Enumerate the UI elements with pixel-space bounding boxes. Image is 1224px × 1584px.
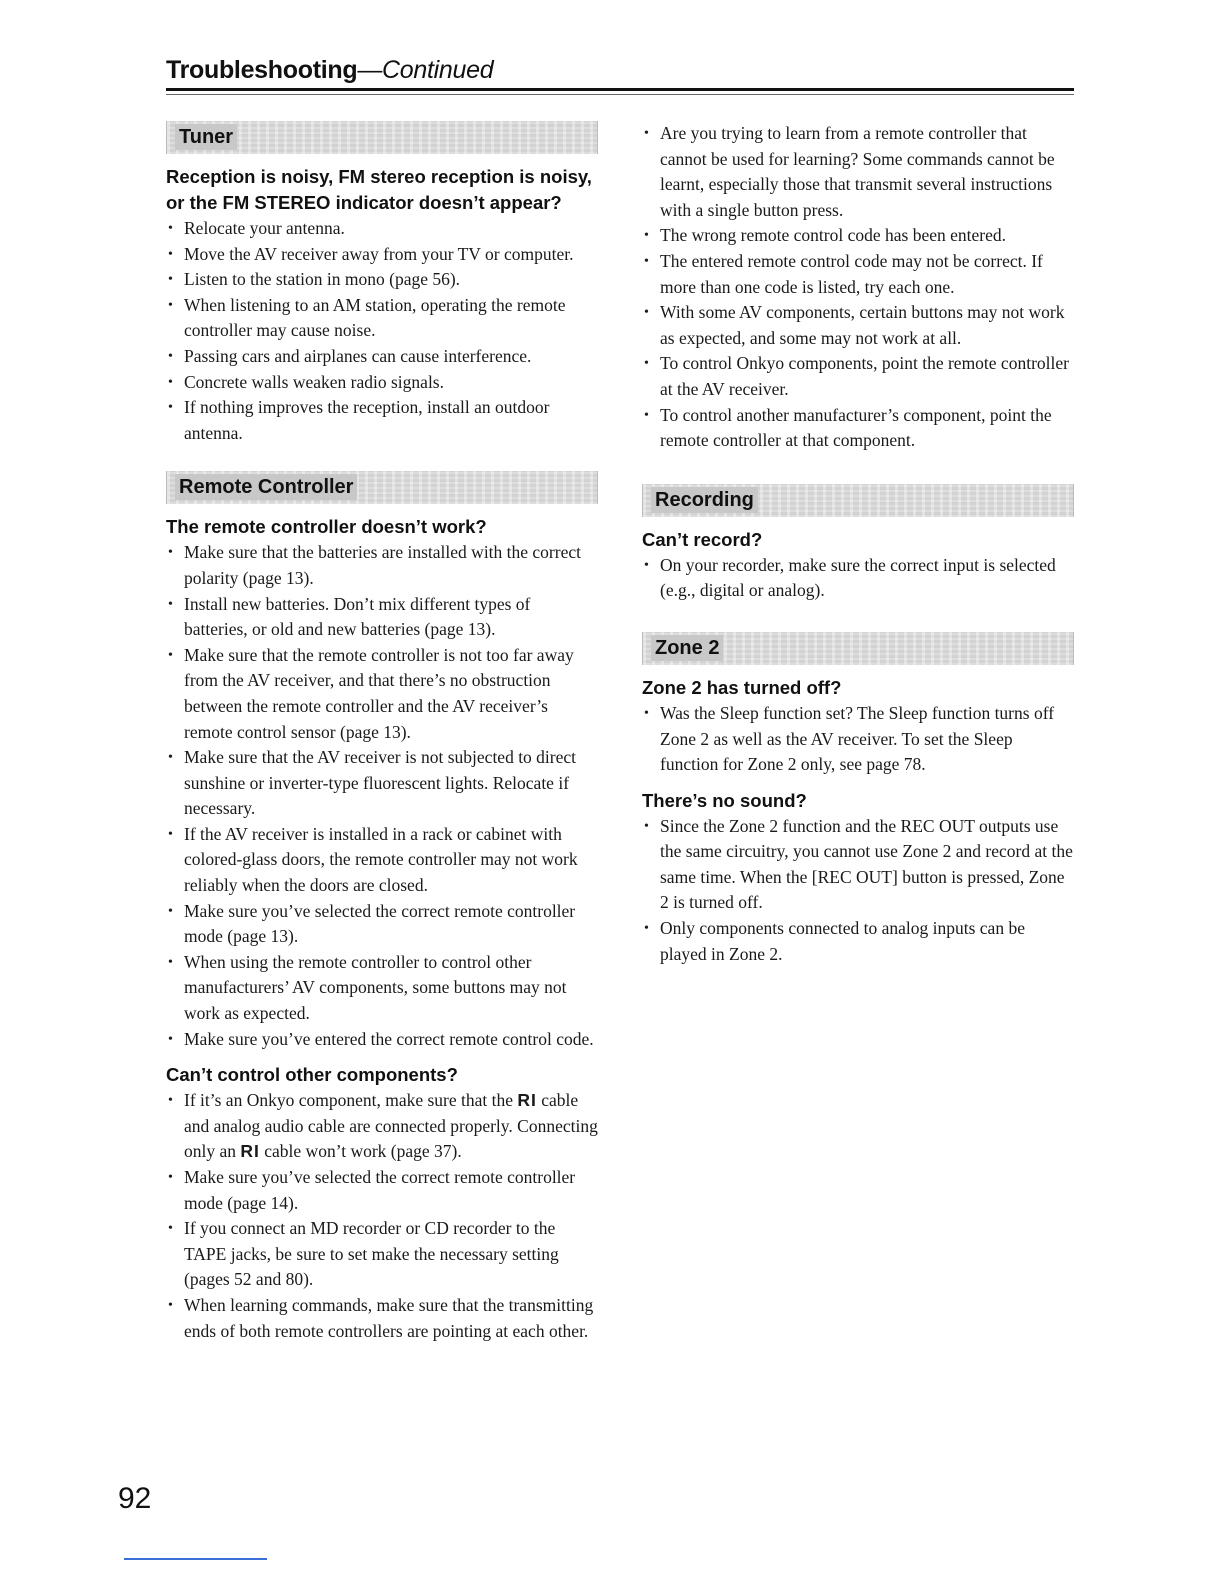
recording-section-heading: Recording	[642, 484, 1074, 517]
continued-label: —Continued	[357, 56, 494, 84]
list-item: • If it’s an Onkyo component, make sure that the RI cable and analog audio cable are connected properly. Connecting only an RI cable won’t work (page 37).	[166, 1088, 598, 1165]
tuner-list	[166, 216, 598, 446]
ri-logo: RI	[517, 1090, 537, 1111]
list-item: • If you connect an MD recorder or CD recorder to the TAPE jacks, be sure to set make the necessary setting (pages 52 and 80).	[166, 1216, 598, 1293]
list-item: • Install new batteries. Don’t mix different types of batteries, or old and new batteries (page 13).	[166, 592, 598, 643]
ri-logo: RI	[240, 1141, 260, 1162]
list-item: • Relocate your antenna.	[166, 216, 598, 242]
left-column	[166, 121, 598, 1344]
list-item: • On your recorder, make sure the correct input is selected (e.g., digital or analog).	[642, 553, 1074, 604]
list-item: • Move the AV receiver away from your TV or computer.	[166, 242, 598, 268]
recording-list	[642, 553, 1074, 604]
list-item: • To control another manufacturer’s component, point the remote controller at that component.	[642, 403, 1074, 454]
list-item: • Make sure you’ve selected the correct remote controller mode (page 13).	[166, 899, 598, 950]
right-column	[642, 121, 1074, 967]
list-item: • Only components connected to analog inputs can be played in Zone 2.	[642, 916, 1074, 967]
remote-controller-section-heading: Remote Controller	[166, 471, 598, 504]
list-item: • When using the remote controller to control other manufacturers’ AV components, some buttons may not work as expected.	[166, 950, 598, 1027]
zone2-section-heading: Zone 2	[642, 632, 1074, 665]
list-item: • If nothing improves the reception, install an outdoor antenna.	[166, 395, 598, 446]
remote-list-continued	[642, 121, 1074, 454]
list-item: • Make sure that the AV receiver is not subjected to direct sunshine or inverter-type fluorescent lights. Relocate if necessary.	[166, 745, 598, 822]
list-item: • When listening to an AM station, operating the remote controller may cause noise.	[166, 293, 598, 344]
zone2-list-1	[642, 701, 1074, 778]
zone2-question-2: There’s no sound?	[642, 789, 807, 811]
list-item: • With some AV components, certain buttons may not work as expected, and some may not work at all.	[642, 300, 1074, 351]
list-item: • Passing cars and airplanes can cause interference.	[166, 344, 598, 370]
list-item: • To control Onkyo components, point the remote controller at the AV receiver.	[642, 351, 1074, 402]
remote-question-1: The remote controller doesn’t work?	[166, 516, 487, 538]
header-rule-thin	[166, 94, 1074, 95]
zone2-list-2	[642, 814, 1074, 968]
list-item: • Since the Zone 2 function and the REC OUT outputs use the same circuitry, you cannot use Zone 2 and record at the same time. When the [REC OUT] button is pressed, Zone 2 is turned off.	[642, 814, 1074, 916]
list-item: • When learning commands, make sure that the transmitting ends of both remote controllers are pointing at each other.	[166, 1293, 598, 1344]
list-item: • The entered remote control code may not be correct. If more than one code is listed, try each one.	[642, 249, 1074, 300]
page-number: 92	[118, 1482, 152, 1515]
list-item: • Are you trying to learn from a remote controller that cannot be used for learning? Some commands cannot be learnt, especially those that transmit several instructions with a single button press.	[642, 121, 1074, 223]
list-item: • Make sure you’ve selected the correct remote controller mode (page 14).	[166, 1165, 598, 1216]
tuner-section-heading: Tuner	[166, 121, 598, 154]
list-item: • Concrete walls weaken radio signals.	[166, 370, 598, 396]
page-title: Troubleshooting—Continued	[166, 56, 494, 84]
zone2-question-1: Zone 2 has turned off?	[642, 676, 842, 698]
footer-line	[124, 1558, 267, 1560]
page-header	[166, 54, 1074, 86]
list-item: • If the AV receiver is installed in a rack or cabinet with colored-glass doors, the remote controller may not work reliably when the doors are closed.	[166, 822, 598, 899]
header-rule-thick	[166, 88, 1074, 91]
list-item: • Listen to the station in mono (page 56).	[166, 267, 598, 293]
list-item: • Make sure that the batteries are installed with the correct polarity (page 13).	[166, 540, 598, 591]
list-item: • Make sure that the remote controller is not too far away from the AV receiver, and that there’s no obstruction between the remote controller and the AV receiver’s remote control sensor (page 13).	[166, 643, 598, 745]
list-item: • The wrong remote control code has been entered.	[642, 223, 1074, 249]
remote-question-2: Can’t control other components?	[166, 1064, 458, 1086]
recording-question: Can’t record?	[642, 528, 763, 550]
remote-list-1	[166, 540, 598, 1052]
remote-list-2	[166, 1088, 598, 1344]
tuner-question: Reception is noisy, FM stereo reception is noisy, or the FM STEREO indicator doesn’t appear?	[166, 166, 592, 213]
list-item: • Make sure you’ve entered the correct remote control code.	[166, 1027, 598, 1053]
list-item: • Was the Sleep function set? The Sleep function turns off Zone 2 as well as the AV receiver. To set the Sleep function for Zone 2 only, see page 78.	[642, 701, 1074, 778]
